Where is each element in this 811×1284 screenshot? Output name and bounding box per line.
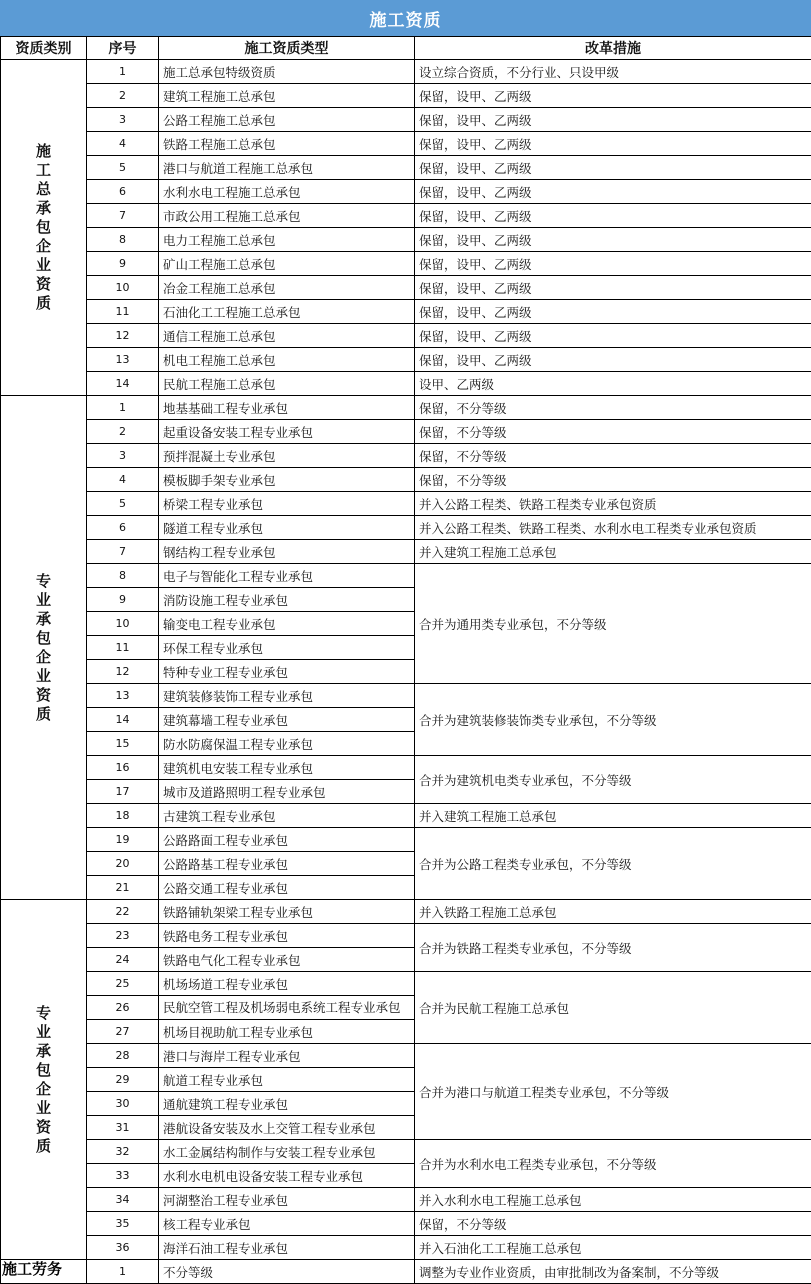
qualification-type: 起重设备安装工程专业承包 bbox=[159, 420, 415, 444]
header-index: 序号 bbox=[87, 37, 159, 60]
table-header-row bbox=[1, 37, 811, 60]
reform-measure: 保留，不分等级 bbox=[415, 396, 811, 420]
table-row bbox=[1, 492, 811, 516]
table-row bbox=[1, 180, 811, 204]
qualification-type: 港航设备安装及水上交管工程专业承包 bbox=[159, 1116, 415, 1140]
reform-measure: 保留，设甲、乙两级 bbox=[415, 228, 811, 252]
row-number: 13 bbox=[87, 348, 159, 372]
qualification-type: 预拌混凝土专业承包 bbox=[159, 444, 415, 468]
row-number: 30 bbox=[87, 1092, 159, 1116]
row-number: 10 bbox=[87, 276, 159, 300]
reform-measure: 合并为民航工程施工总承包 bbox=[415, 972, 811, 1044]
reform-measure: 合并为公路工程类专业承包，不分等级 bbox=[415, 828, 811, 900]
qualification-type: 铁路铺轨架梁工程专业承包 bbox=[159, 900, 415, 924]
row-number: 14 bbox=[87, 708, 159, 732]
table-row bbox=[1, 468, 811, 492]
qualification-type: 石油化工工程施工总承包 bbox=[159, 300, 415, 324]
table-row bbox=[1, 444, 811, 468]
qualification-type: 公路工程施工总承包 bbox=[159, 108, 415, 132]
row-number: 20 bbox=[87, 852, 159, 876]
row-number: 32 bbox=[87, 1140, 159, 1164]
reform-measure: 保留，设甲、乙两级 bbox=[415, 324, 811, 348]
reform-measure: 保留，设甲、乙两级 bbox=[415, 276, 811, 300]
row-number: 29 bbox=[87, 1068, 159, 1092]
table-row bbox=[1, 972, 811, 996]
qualification-type: 电子与智能化工程专业承包 bbox=[159, 564, 415, 588]
qualification-type: 市政公用工程施工总承包 bbox=[159, 204, 415, 228]
qualification-type: 施工总承包特级资质 bbox=[159, 60, 415, 84]
row-number: 28 bbox=[87, 1044, 159, 1068]
table-row bbox=[1, 108, 811, 132]
qualification-type: 港口与海岸工程专业承包 bbox=[159, 1044, 415, 1068]
reform-measure: 合并为港口与航道工程类专业承包，不分等级 bbox=[415, 1044, 811, 1140]
table-row bbox=[1, 804, 811, 828]
bottom-cut-label: 施工劳务 bbox=[2, 1258, 62, 1279]
category-special-2-label: 专业承包企业资质 bbox=[36, 1004, 52, 1156]
table-row bbox=[1, 396, 811, 420]
qualification-type: 河湖整治工程专业承包 bbox=[159, 1188, 415, 1212]
row-number: 18 bbox=[87, 804, 159, 828]
row-number: 11 bbox=[87, 300, 159, 324]
page-title: 施工资质 bbox=[0, 0, 811, 36]
row-number: 5 bbox=[87, 492, 159, 516]
qualification-type: 铁路电务工程专业承包 bbox=[159, 924, 415, 948]
row-number: 7 bbox=[87, 540, 159, 564]
table-row bbox=[1, 132, 811, 156]
reform-measure: 保留，设甲、乙两级 bbox=[415, 132, 811, 156]
row-number: 9 bbox=[87, 588, 159, 612]
row-number: 33 bbox=[87, 1164, 159, 1188]
category-special-1-label: 专业承包企业资质 bbox=[36, 572, 52, 724]
table-row bbox=[1, 60, 811, 84]
qualification-type: 民航工程施工总承包 bbox=[159, 372, 415, 396]
qualification-type: 防水防腐保温工程专业承包 bbox=[159, 732, 415, 756]
reform-measure: 保留，不分等级 bbox=[415, 444, 811, 468]
row-number: 16 bbox=[87, 756, 159, 780]
row-number: 8 bbox=[87, 564, 159, 588]
row-number: 12 bbox=[87, 660, 159, 684]
qualification-type: 建筑装修装饰工程专业承包 bbox=[159, 684, 415, 708]
qualification-type: 不分等级 bbox=[159, 1260, 415, 1284]
qualification-type: 冶金工程施工总承包 bbox=[159, 276, 415, 300]
table-row bbox=[1, 684, 811, 708]
table-row bbox=[1, 348, 811, 372]
header-type: 施工资质类型 bbox=[159, 37, 415, 60]
qualification-type: 建筑工程施工总承包 bbox=[159, 84, 415, 108]
table-row bbox=[1, 516, 811, 540]
row-number: 7 bbox=[87, 204, 159, 228]
qualification-type: 公路路基工程专业承包 bbox=[159, 852, 415, 876]
row-number: 4 bbox=[87, 468, 159, 492]
category-special-2 bbox=[1, 900, 87, 1260]
qualification-type: 输变电工程专业承包 bbox=[159, 612, 415, 636]
row-number: 11 bbox=[87, 636, 159, 660]
row-number: 14 bbox=[87, 372, 159, 396]
reform-measure: 保留，不分等级 bbox=[415, 1212, 811, 1236]
row-number: 36 bbox=[87, 1236, 159, 1260]
row-number: 17 bbox=[87, 780, 159, 804]
row-number: 2 bbox=[87, 84, 159, 108]
reform-measure: 保留，设甲、乙两级 bbox=[415, 180, 811, 204]
row-number: 27 bbox=[87, 1020, 159, 1044]
row-number: 25 bbox=[87, 972, 159, 996]
row-number: 5 bbox=[87, 156, 159, 180]
qualification-type: 公路路面工程专业承包 bbox=[159, 828, 415, 852]
table-row bbox=[1, 900, 811, 924]
qualification-type: 矿山工程施工总承包 bbox=[159, 252, 415, 276]
qualification-type: 通信工程施工总承包 bbox=[159, 324, 415, 348]
reform-measure: 并入石油化工工程施工总承包 bbox=[415, 1236, 811, 1260]
row-number: 34 bbox=[87, 1188, 159, 1212]
table-row bbox=[1, 156, 811, 180]
row-number: 1 bbox=[87, 1260, 159, 1284]
qualification-type: 古建筑工程专业承包 bbox=[159, 804, 415, 828]
qualification-type: 建筑幕墙工程专业承包 bbox=[159, 708, 415, 732]
table-row bbox=[1, 324, 811, 348]
qualification-type: 水工金属结构制作与安装工程专业承包 bbox=[159, 1140, 415, 1164]
qualification-type: 航道工程专业承包 bbox=[159, 1068, 415, 1092]
qualification-type: 地基基础工程专业承包 bbox=[159, 396, 415, 420]
row-number: 23 bbox=[87, 924, 159, 948]
qualification-type: 机场目视助航工程专业承包 bbox=[159, 1020, 415, 1044]
row-number: 9 bbox=[87, 252, 159, 276]
table-row bbox=[1, 372, 811, 396]
table-row bbox=[1, 228, 811, 252]
table-row bbox=[1, 252, 811, 276]
table-row bbox=[1, 1260, 811, 1284]
table-row bbox=[1, 300, 811, 324]
qualification-type: 铁路电气化工程专业承包 bbox=[159, 948, 415, 972]
row-number: 1 bbox=[87, 60, 159, 84]
table-row bbox=[1, 420, 811, 444]
reform-measure: 并入建筑工程施工总承包 bbox=[415, 540, 811, 564]
header-category: 资质类别 bbox=[1, 37, 87, 60]
qualification-type: 城市及道路照明工程专业承包 bbox=[159, 780, 415, 804]
table-row bbox=[1, 1188, 811, 1212]
row-number: 15 bbox=[87, 732, 159, 756]
table-row bbox=[1, 276, 811, 300]
table-row bbox=[1, 84, 811, 108]
reform-measure: 合并为建筑装修装饰类专业承包，不分等级 bbox=[415, 684, 811, 756]
row-number: 26 bbox=[87, 996, 159, 1020]
qualification-type: 水利水电工程施工总承包 bbox=[159, 180, 415, 204]
qualification-type: 核工程专业承包 bbox=[159, 1212, 415, 1236]
row-number: 31 bbox=[87, 1116, 159, 1140]
table-row bbox=[1, 756, 811, 780]
qualification-type: 机场场道工程专业承包 bbox=[159, 972, 415, 996]
table-row bbox=[1, 1140, 811, 1164]
header-measure: 改革措施 bbox=[415, 37, 811, 60]
qualification-type: 通航建筑工程专业承包 bbox=[159, 1092, 415, 1116]
reform-measure: 并入建筑工程施工总承包 bbox=[415, 804, 811, 828]
reform-measure: 保留，设甲、乙两级 bbox=[415, 300, 811, 324]
table-row bbox=[1, 924, 811, 948]
qualification-type: 民航空管工程及机场弱电系统工程专业承包 bbox=[159, 996, 415, 1020]
table-row bbox=[1, 204, 811, 228]
row-number: 6 bbox=[87, 180, 159, 204]
row-number: 13 bbox=[87, 684, 159, 708]
row-number: 10 bbox=[87, 612, 159, 636]
reform-measure: 保留，设甲、乙两级 bbox=[415, 84, 811, 108]
qualification-type: 公路交通工程专业承包 bbox=[159, 876, 415, 900]
row-number: 1 bbox=[87, 396, 159, 420]
qualification-type: 消防设施工程专业承包 bbox=[159, 588, 415, 612]
row-number: 3 bbox=[87, 108, 159, 132]
table-row bbox=[1, 564, 811, 588]
reform-measure: 合并为通用类专业承包，不分等级 bbox=[415, 564, 811, 684]
reform-measure: 合并为铁路工程类专业承包，不分等级 bbox=[415, 924, 811, 972]
qualification-type: 隧道工程专业承包 bbox=[159, 516, 415, 540]
qualification-type: 海洋石油工程专业承包 bbox=[159, 1236, 415, 1260]
qualification-type: 铁路工程施工总承包 bbox=[159, 132, 415, 156]
qualification-type: 建筑机电安装工程专业承包 bbox=[159, 756, 415, 780]
row-number: 21 bbox=[87, 876, 159, 900]
qualification-type: 港口与航道工程施工总承包 bbox=[159, 156, 415, 180]
reform-measure: 合并为建筑机电类专业承包，不分等级 bbox=[415, 756, 811, 804]
row-number: 35 bbox=[87, 1212, 159, 1236]
qualification-type: 特种专业工程专业承包 bbox=[159, 660, 415, 684]
table-row bbox=[1, 1212, 811, 1236]
reform-measure: 保留，设甲、乙两级 bbox=[415, 348, 811, 372]
reform-measure: 并入公路工程类、铁路工程类专业承包资质 bbox=[415, 492, 811, 516]
qualification-type: 机电工程施工总承包 bbox=[159, 348, 415, 372]
reform-measure: 保留，设甲、乙两级 bbox=[415, 108, 811, 132]
reform-measure: 保留，不分等级 bbox=[415, 420, 811, 444]
reform-measure: 设甲、乙两级 bbox=[415, 372, 811, 396]
row-number: 2 bbox=[87, 420, 159, 444]
row-number: 19 bbox=[87, 828, 159, 852]
row-number: 3 bbox=[87, 444, 159, 468]
qualification-type: 钢结构工程专业承包 bbox=[159, 540, 415, 564]
row-number: 4 bbox=[87, 132, 159, 156]
reform-measure: 并入公路工程类、铁路工程类、水利水电工程类专业承包资质 bbox=[415, 516, 811, 540]
row-number: 8 bbox=[87, 228, 159, 252]
reform-measure: 并入水利水电工程施工总承包 bbox=[415, 1188, 811, 1212]
category-special-1 bbox=[1, 396, 87, 900]
row-number: 22 bbox=[87, 900, 159, 924]
qualification-type: 模板脚手架专业承包 bbox=[159, 468, 415, 492]
reform-measure: 并入铁路工程施工总承包 bbox=[415, 900, 811, 924]
reform-measure: 保留，设甲、乙两级 bbox=[415, 204, 811, 228]
row-number: 6 bbox=[87, 516, 159, 540]
table-row bbox=[1, 1044, 811, 1068]
row-number: 12 bbox=[87, 324, 159, 348]
qualification-type: 水利水电机电设备安装工程专业承包 bbox=[159, 1164, 415, 1188]
table-row bbox=[1, 1236, 811, 1260]
reform-measure: 调整为专业作业资质，由审批制改为备案制，不分等级 bbox=[415, 1260, 811, 1284]
reform-measure: 设立综合资质，不分行业、只设甲级 bbox=[415, 60, 811, 84]
qualification-table bbox=[0, 36, 811, 1284]
reform-measure: 合并为水利水电工程类专业承包，不分等级 bbox=[415, 1140, 811, 1188]
qualification-type: 桥梁工程专业承包 bbox=[159, 492, 415, 516]
reform-measure: 保留，设甲、乙两级 bbox=[415, 252, 811, 276]
table-row bbox=[1, 540, 811, 564]
qualification-type: 环保工程专业承包 bbox=[159, 636, 415, 660]
category-general bbox=[1, 60, 87, 396]
reform-measure: 保留，不分等级 bbox=[415, 468, 811, 492]
reform-measure: 保留，设甲、乙两级 bbox=[415, 156, 811, 180]
category-general-label: 施工总承包企业资质 bbox=[36, 142, 52, 313]
table-row bbox=[1, 828, 811, 852]
qualification-type: 电力工程施工总承包 bbox=[159, 228, 415, 252]
row-number: 24 bbox=[87, 948, 159, 972]
